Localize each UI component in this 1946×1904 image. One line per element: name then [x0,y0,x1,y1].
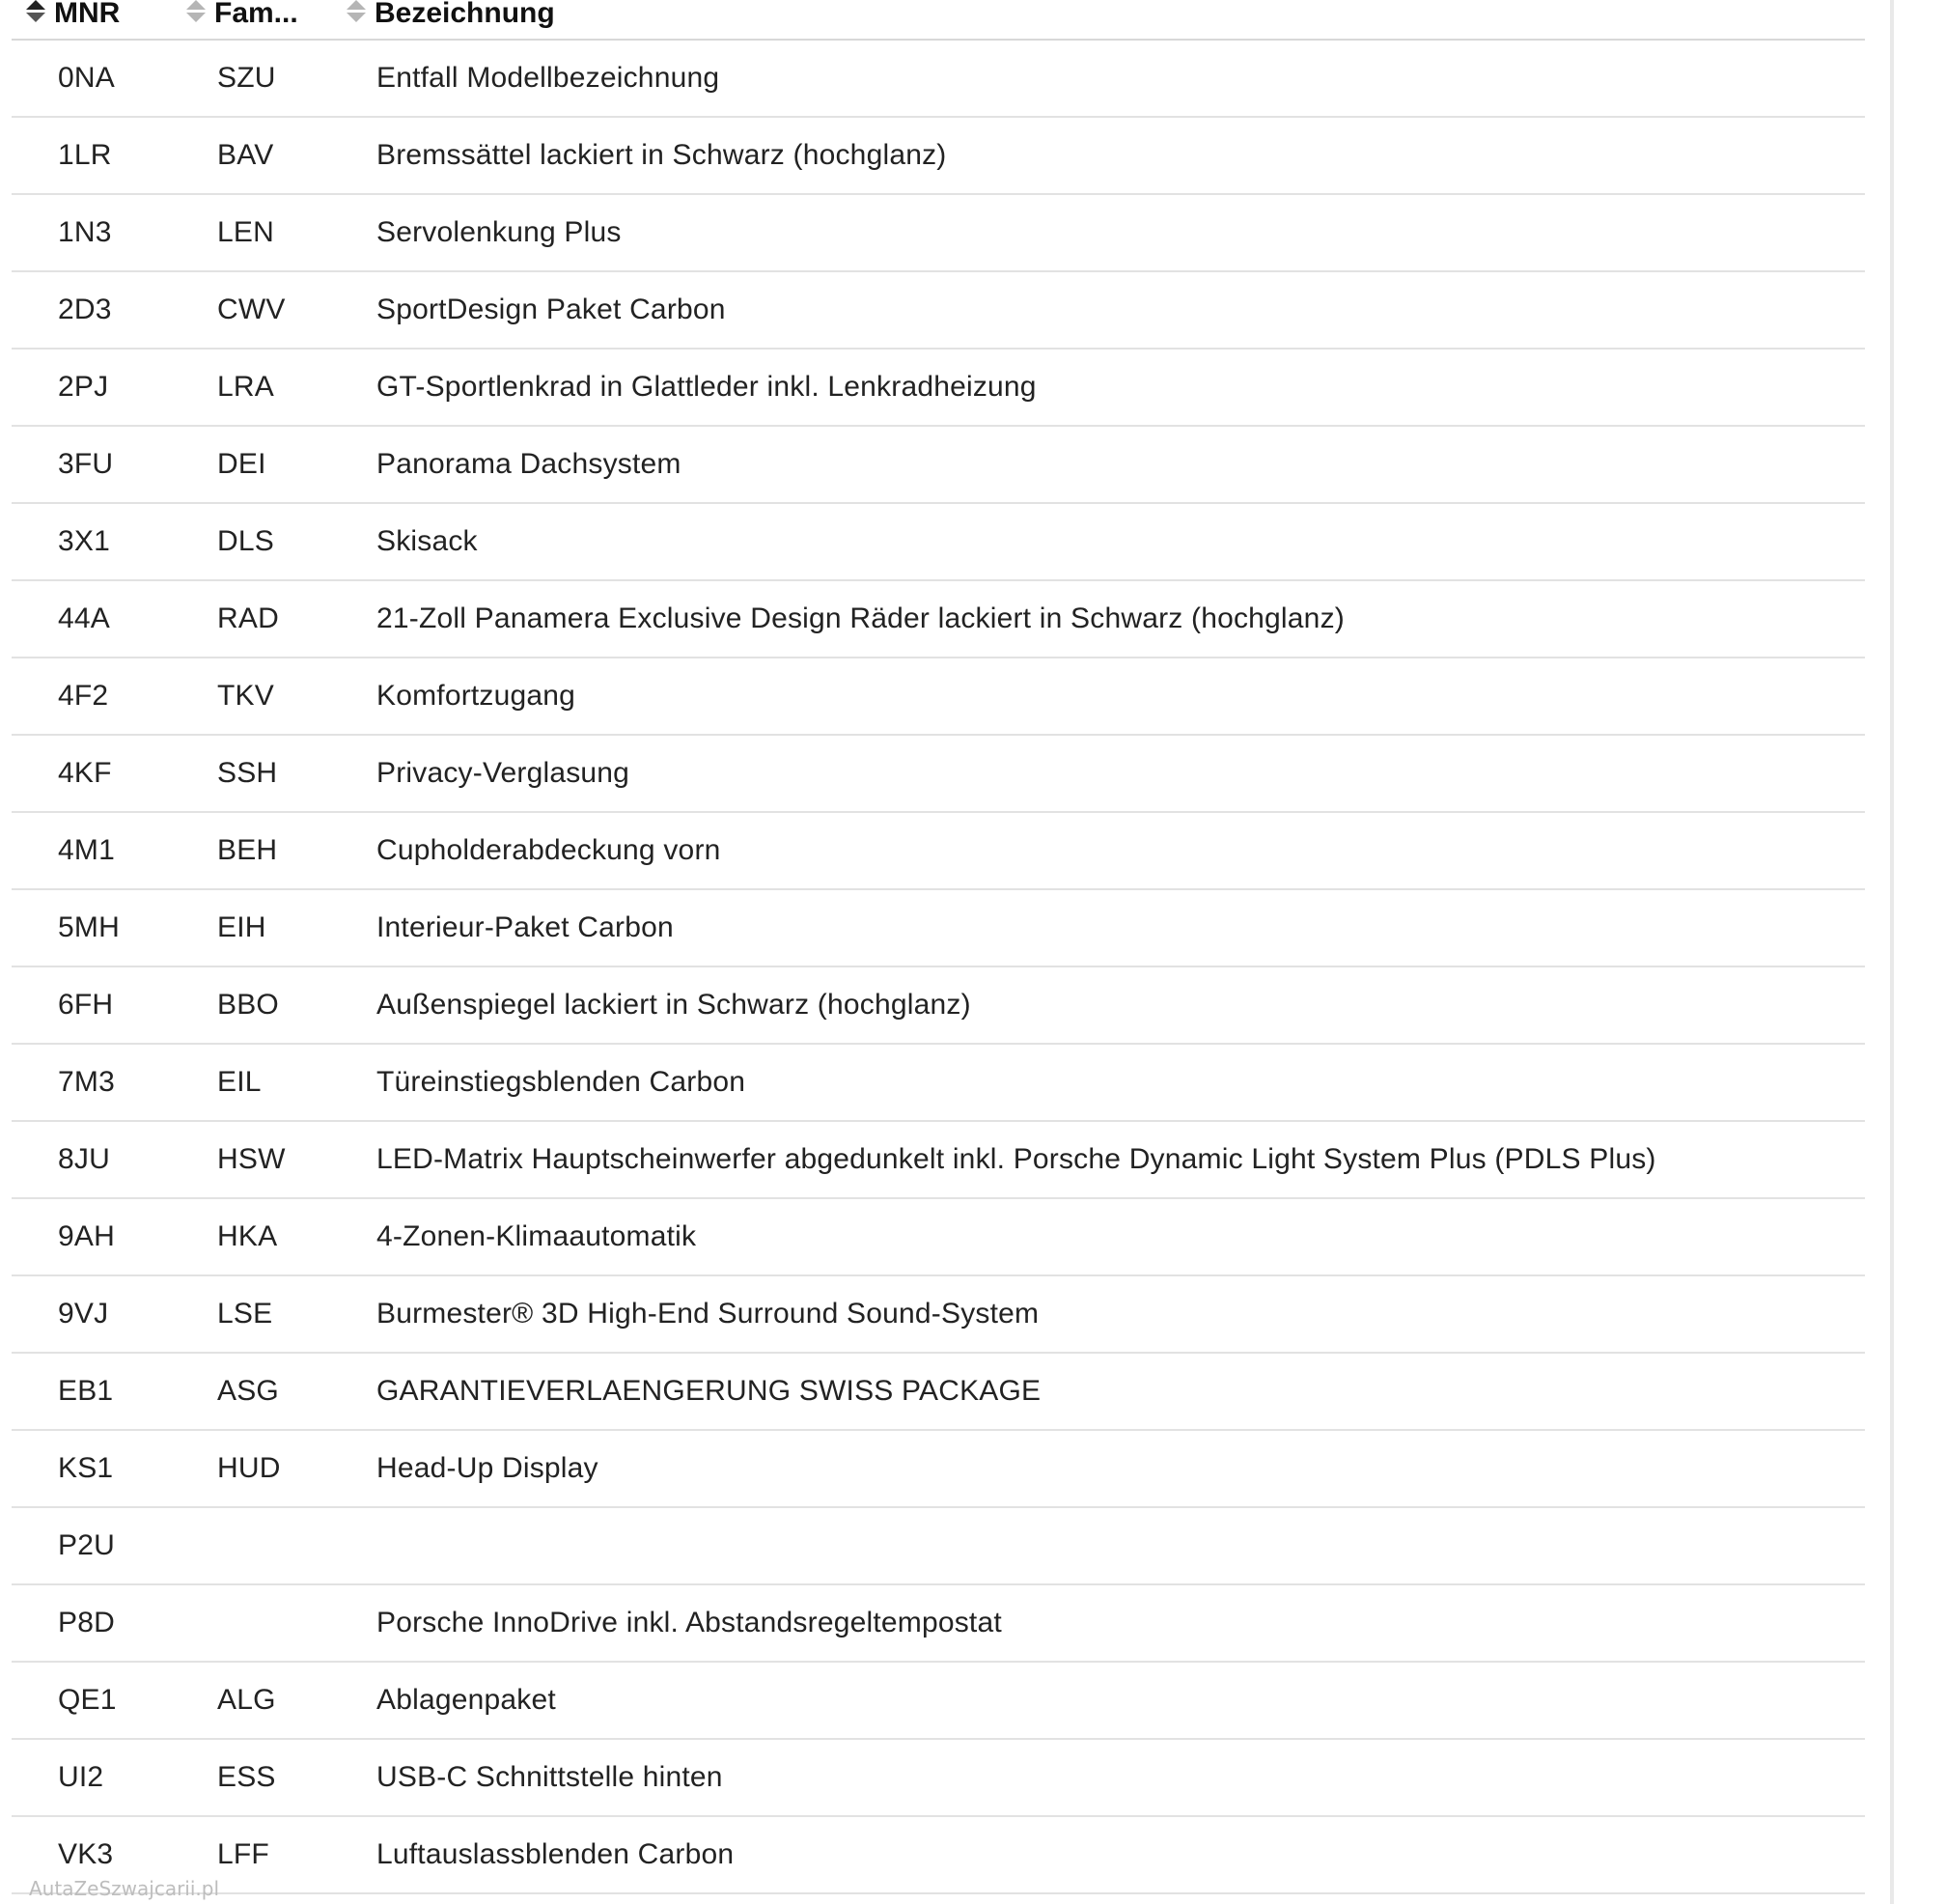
cell-family: SSH [217,757,278,789]
table-row [12,1431,1865,1508]
cell-family: LRA [217,371,274,403]
column-header-bezeichnung[interactable] [346,0,555,29]
watermark: AutaZeSzwajcarii.pl [29,1877,220,1900]
cell-family: BAV [217,139,274,171]
cell-family: ESS [217,1761,276,1793]
table-row [12,1740,1865,1817]
cell-family: SZU [217,62,276,94]
cell-bezeichnung: Head-Up Display [376,1452,598,1484]
table-row [12,658,1865,736]
cell-family: HKA [217,1220,278,1252]
table-row [12,1276,1865,1354]
sort-icon [185,0,207,23]
cell-bezeichnung: GARANTIEVERLAENGERUNG SWISS PACKAGE [376,1375,1042,1407]
cell-mnr: 0NA [58,62,115,94]
cell-bezeichnung: Luftauslassblenden Carbon [376,1838,735,1870]
cell-family: EIL [217,1066,262,1098]
cell-bezeichnung: Entfall Modellbezeichnung [376,62,720,94]
table-row [12,195,1865,272]
table-row [12,890,1865,967]
cell-mnr: 9AH [58,1220,115,1252]
table-row [12,272,1865,350]
column-header-mnr[interactable] [25,0,120,29]
cell-bezeichnung: Ablagenpaket [376,1684,556,1716]
table-row [12,581,1865,658]
cell-family: RAD [217,602,279,634]
table-row [12,1663,1865,1740]
cell-family: HSW [217,1143,286,1175]
column-header-label: Bezeichnung [375,0,555,29]
table-header [12,0,1865,41]
cell-bezeichnung: Burmester® 3D High-End Surround Sound-System [376,1298,1040,1330]
cell-mnr: 5MH [58,911,120,943]
cell-family: ALG [217,1684,276,1716]
cell-mnr: EB1 [58,1375,114,1407]
cell-family: DEI [217,448,266,480]
table-row [12,1817,1865,1894]
cell-mnr: 2D3 [58,294,112,325]
cell-family: CWV [217,294,286,325]
cell-mnr: 7M3 [58,1066,115,1098]
cell-mnr: 1N3 [58,216,112,248]
cell-mnr: QE1 [58,1684,117,1716]
table-row [12,427,1865,504]
table-row [12,1045,1865,1122]
cell-family: BEH [217,834,278,866]
cell-bezeichnung: 4-Zonen-Klimaautomatik [376,1220,697,1252]
cell-bezeichnung: GT-Sportlenkrad in Glattleder inkl. Lenkradheizung [376,371,1037,403]
cell-family: LEN [217,216,274,248]
sort-icon [346,0,367,23]
table-row [12,118,1865,195]
cell-bezeichnung: Interieur-Paket Carbon [376,911,674,943]
cell-mnr: 4F2 [58,680,109,712]
cell-bezeichnung: Türeinstiegsblenden Carbon [376,1066,746,1098]
cell-family: HUD [217,1452,281,1484]
cell-family: DLS [217,525,274,557]
cell-bezeichnung: USB-C Schnittstelle hinten [376,1761,723,1793]
table-row [12,813,1865,890]
column-header-family[interactable] [185,0,298,29]
cell-mnr: 3X1 [58,525,110,557]
table-row [12,967,1865,1045]
cell-mnr: P8D [58,1607,115,1638]
cell-family: LSE [217,1298,273,1330]
cell-mnr: P2U [58,1529,115,1561]
cell-bezeichnung: Servolenkung Plus [376,216,622,248]
cell-mnr: 9VJ [58,1298,109,1330]
table-row [12,1585,1865,1663]
cell-family: TKV [217,680,274,712]
cell-mnr: 44A [58,602,110,634]
equipment-table [12,0,1865,1894]
table-row [12,41,1865,118]
table-row [12,736,1865,813]
cell-bezeichnung: Cupholderabdeckung vorn [376,834,721,866]
scrollbar[interactable] [1890,0,1894,1904]
table-body [12,41,1865,1894]
sort-ascending-icon [25,0,46,23]
cell-family: LFF [217,1838,269,1870]
table-row [12,1354,1865,1431]
cell-family: ASG [217,1375,279,1407]
cell-bezeichnung: Porsche InnoDrive inkl. Abstandsregeltempostat [376,1607,1002,1638]
table-row [12,1122,1865,1199]
cell-mnr: 2PJ [58,371,109,403]
table-row [12,1508,1865,1585]
cell-bezeichnung: Komfortzugang [376,680,576,712]
cell-bezeichnung: Bremssättel lackiert in Schwarz (hochglanz) [376,139,947,171]
column-header-label: Fam... [214,0,298,29]
cell-bezeichnung: Außenspiegel lackiert in Schwarz (hochglanz) [376,989,971,1021]
cell-mnr: 8JU [58,1143,110,1175]
cell-bezeichnung: SportDesign Paket Carbon [376,294,726,325]
cell-bezeichnung: LED-Matrix Hauptscheinwerfer abgedunkelt inkl. Porsche Dynamic Light System Plus (PDLS Plus) [376,1143,1656,1175]
cell-mnr: 6FH [58,989,114,1021]
cell-family: BBO [217,989,279,1021]
column-header-label: MNR [54,0,121,29]
cell-mnr: UI2 [58,1761,104,1793]
cell-bezeichnung: Panorama Dachsystem [376,448,681,480]
table-row [12,350,1865,427]
cell-mnr: 1LR [58,139,112,171]
table-row [12,504,1865,581]
cell-mnr: 4M1 [58,834,115,866]
cell-mnr: 3FU [58,448,114,480]
cell-mnr: 4KF [58,757,112,789]
cell-family: EIH [217,911,266,943]
cell-bezeichnung: Skisack [376,525,478,557]
cell-mnr: KS1 [58,1452,114,1484]
table-row [12,1199,1865,1276]
cell-bezeichnung: Privacy-Verglasung [376,757,630,789]
cell-mnr: VK3 [58,1838,114,1870]
cell-bezeichnung: 21-Zoll Panamera Exclusive Design Räder lackiert in Schwarz (hochglanz) [376,602,1345,634]
